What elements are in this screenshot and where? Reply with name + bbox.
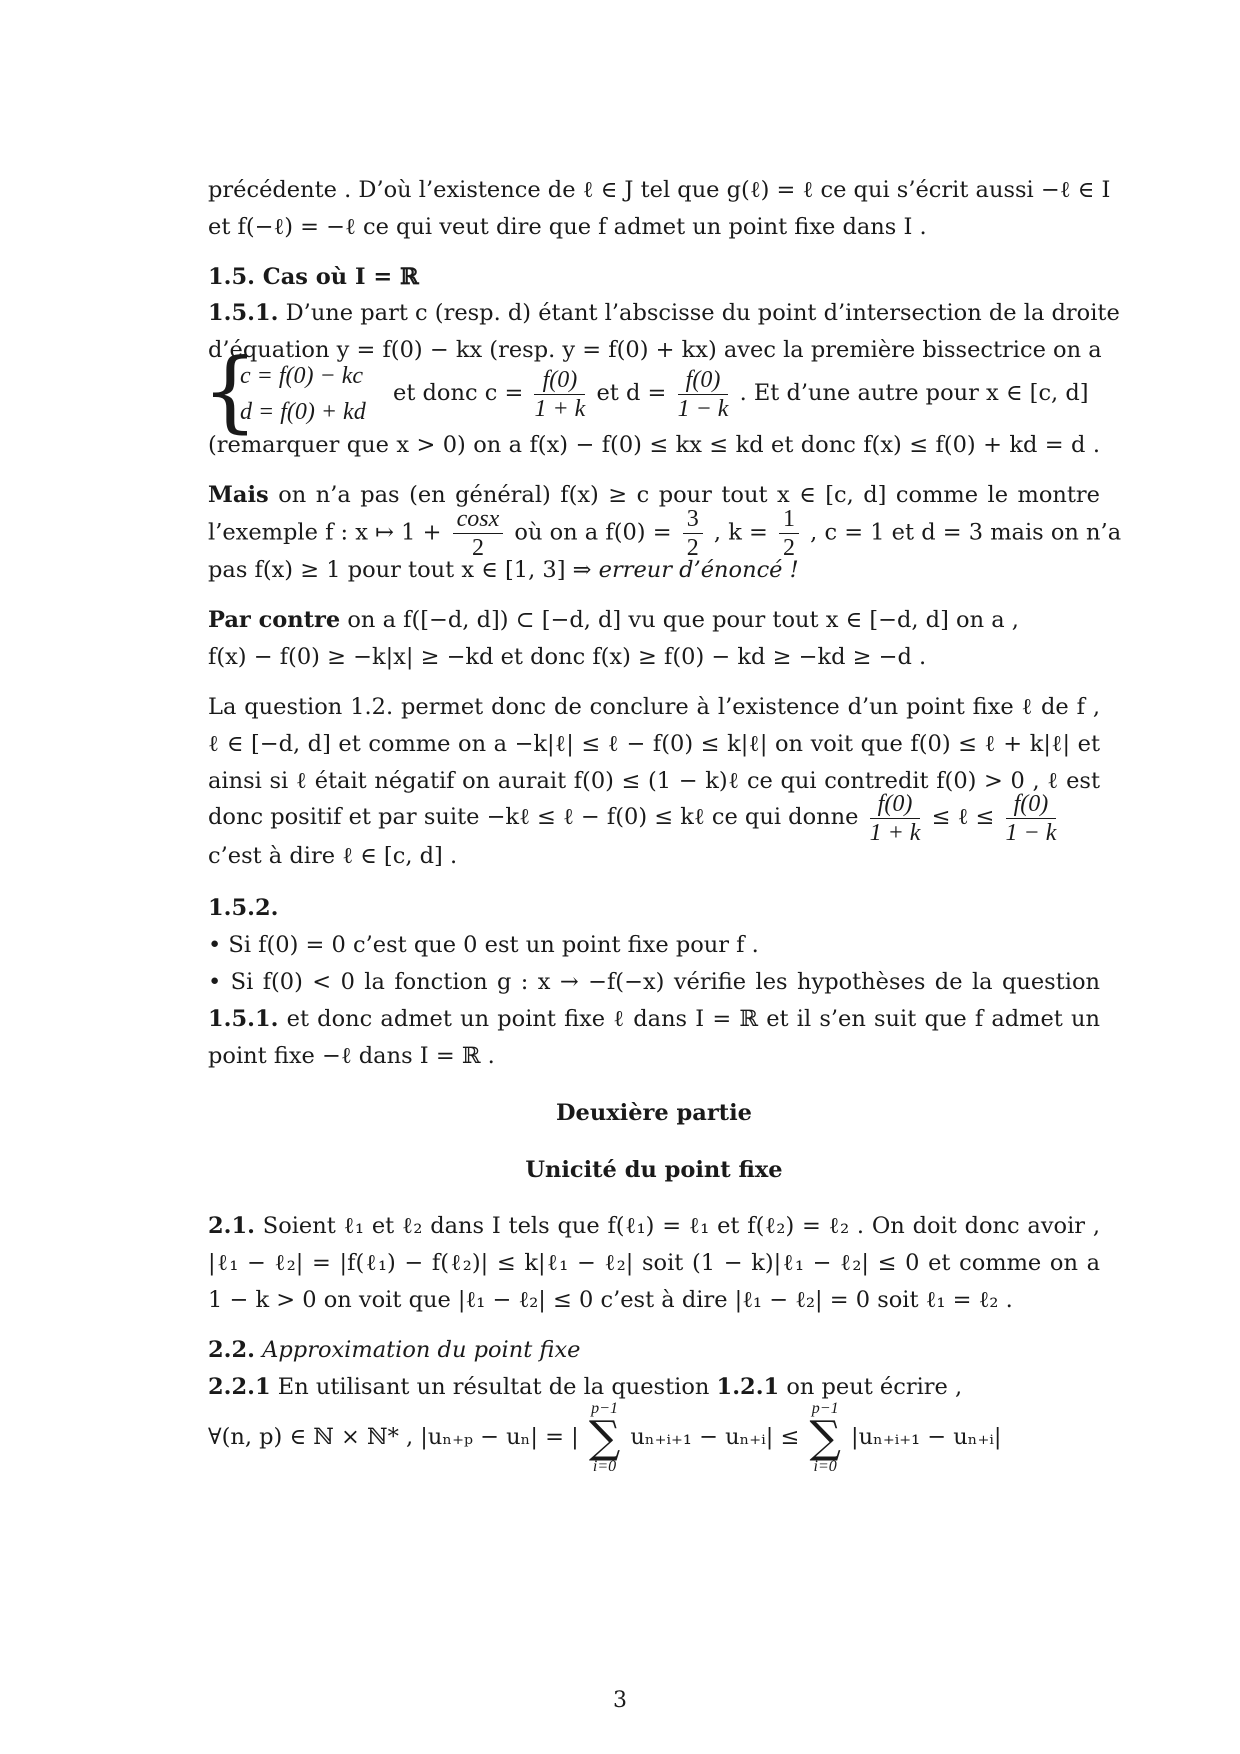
paragraph-par-contre: Par contre on a f([−d, d]) ⊂ [−d, d] vu que pour tout x ∈ [−d, d] on a , bbox=[208, 607, 1019, 633]
fraction-c: $\frac{f(0)}{1 + k}$ bbox=[534, 366, 586, 422]
section-heading-2-2: 2.2. Approximation du point fixe bbox=[208, 1337, 581, 1363]
example-line: l’exemple f : x ↦ 1 + $\frac{\cos x}{2}$ où on a f(0) = $\frac{3}{2}$ , k = $\frac{1}{2}$ , c = 1 et d = 3 mais on n’a bbox=[208, 506, 1122, 561]
part-title: Deuxière partie bbox=[556, 1100, 752, 1126]
text-line: c’est à dire ℓ ∈ [c, d] . bbox=[208, 843, 458, 869]
text-line: La question 1.2. permet donc de conclure à l’existence d’un point fixe ℓ de f , bbox=[208, 694, 1100, 720]
fraction-1-2: $\frac{1}{2}$ bbox=[779, 505, 799, 562]
text-line: pas f(x) ≥ 1 pour tout x ∈ [1, 3] ⇒ erreur d’énoncé ! bbox=[208, 557, 799, 583]
bullet-item: • Si f(0) = 0 c’est que 0 est un point fixe pour f . bbox=[208, 932, 759, 958]
part-subtitle: Unicité du point fixe bbox=[525, 1157, 783, 1183]
page-number: 3 bbox=[613, 1688, 627, 1713]
paragraph-1-5-1: 1.5.1. D’une part c (resp. d) étant l’abscisse du point d’intersection de la droite bbox=[208, 300, 1120, 326]
system-eq-1: c = f(0) − kc bbox=[240, 363, 363, 389]
paragraph-mais: Mais on n’a pas (en général) f(x) ≥ c pour tout x ∈ [c, d] comme le montre bbox=[208, 482, 1100, 508]
text-line: |ℓ₁ − ℓ₂| = |f(ℓ₁) − f(ℓ₂)| ≤ k|ℓ₁ − ℓ₂| soit (1 − k)|ℓ₁ − ℓ₂| ≤ 0 et comme on a bbox=[208, 1250, 1100, 1276]
fraction-lower: $\frac{f(0)}{1 + k}$ bbox=[869, 790, 921, 846]
paragraph-2-2-1: 2.2.1 En utilisant un résultat de la question 1.2.1 on peut écrire , bbox=[208, 1374, 963, 1400]
fraction-cos: $\frac{\cos x}{2}$ bbox=[453, 505, 504, 562]
left-brace: { bbox=[202, 339, 258, 442]
fraction-3-2: $\frac{3}{2}$ bbox=[683, 505, 703, 562]
sum-symbol: p−1 ∑ i=0 bbox=[588, 1400, 621, 1475]
system-eq-2: d = f(0) + kd bbox=[240, 399, 366, 425]
text-line: (remarquer que x > 0) on a f(x) − f(0) ≤ kx ≤ kd et donc f(x) ≤ f(0) + kd = d . bbox=[208, 432, 1100, 458]
paragraph-2-1: 2.1. Soient ℓ₁ et ℓ₂ dans I tels que f(ℓ₁) = ℓ₁ et f(ℓ₂) = ℓ₂ . On doit donc avoir , bbox=[208, 1213, 1100, 1239]
text-line: d’équation y = f(0) − kx (resp. y = f(0) + kx) avec la première bissectrice on a bbox=[208, 337, 1102, 363]
fraction-d: $\frac{f(0)}{1 - k}$ bbox=[677, 366, 729, 422]
section-heading-1-5: 1.5. Cas où I = ℝ bbox=[208, 264, 419, 290]
bullet-item: • Si f(0) < 0 la fonction g : x → −f(−x) vérifie les hypothèses de la question bbox=[208, 969, 1100, 995]
section-heading-1-5-2: 1.5.2. bbox=[208, 895, 279, 921]
text-line: ainsi si ℓ était négatif on aurait f(0) ≤ (1 − k)ℓ ce qui contredit f(0) > 0 , ℓ est bbox=[208, 768, 1100, 794]
text-line: et f(−ℓ) = −ℓ ce qui veut dire que f admet un point fixe dans I . bbox=[208, 214, 927, 240]
text-line: précédente . D’où l’existence de ℓ ∈ J tel que g(ℓ) = ℓ ce qui s’écrit aussi −ℓ ∈ I bbox=[208, 177, 1111, 203]
inequality-line: donc positif et par suite −kℓ ≤ ℓ − f(0) ≤ kℓ ce qui donne $\frac{f(0)}{1 + k}$ ≤ ℓ ≤ $\frac{f(0)}{1 - k}$ bbox=[208, 790, 1057, 846]
fraction-upper: $\frac{f(0)}{1 - k}$ bbox=[1005, 790, 1057, 846]
text-line: point fixe −ℓ dans I = ℝ . bbox=[208, 1043, 495, 1069]
sum-symbol: p−1 ∑ i=0 bbox=[809, 1400, 841, 1475]
system-conclusion: et donc c = $\frac{f(0)}{1 + k}$ et d = $\frac{f(0)}{1 - k}$ . Et d’une autre pour x ∈ [c, d] bbox=[393, 366, 1089, 422]
sum-equation: ∀(n, p) ∈ ℕ × ℕ* , |uₙ₊ₚ − uₙ| = | p−1 ∑ i=0 uₙ₊ᵢ₊₁ − uₙ₊ᵢ| ≤ p−1 ∑ i=0 |uₙ₊ᵢ₊₁ − uₙ₊ᵢ| bbox=[208, 1400, 1002, 1475]
text-line: 1 − k > 0 on voit que |ℓ₁ − ℓ₂| ≤ 0 c’est à dire |ℓ₁ − ℓ₂| = 0 soit ℓ₁ = ℓ₂ . bbox=[208, 1287, 1013, 1313]
text-line: ℓ ∈ [−d, d] et comme on a −k|ℓ| ≤ ℓ − f(0) ≤ k|ℓ| on voit que f(0) ≤ ℓ + k|ℓ| et bbox=[208, 731, 1100, 757]
text-line: 1.5.1. et donc admet un point fixe ℓ dans I = ℝ et il s’en suit que f admet un bbox=[208, 1006, 1101, 1032]
text-line: f(x) − f(0) ≥ −k|x| ≥ −kd et donc f(x) ≥ f(0) − kd ≥ −kd ≥ −d . bbox=[208, 644, 927, 670]
